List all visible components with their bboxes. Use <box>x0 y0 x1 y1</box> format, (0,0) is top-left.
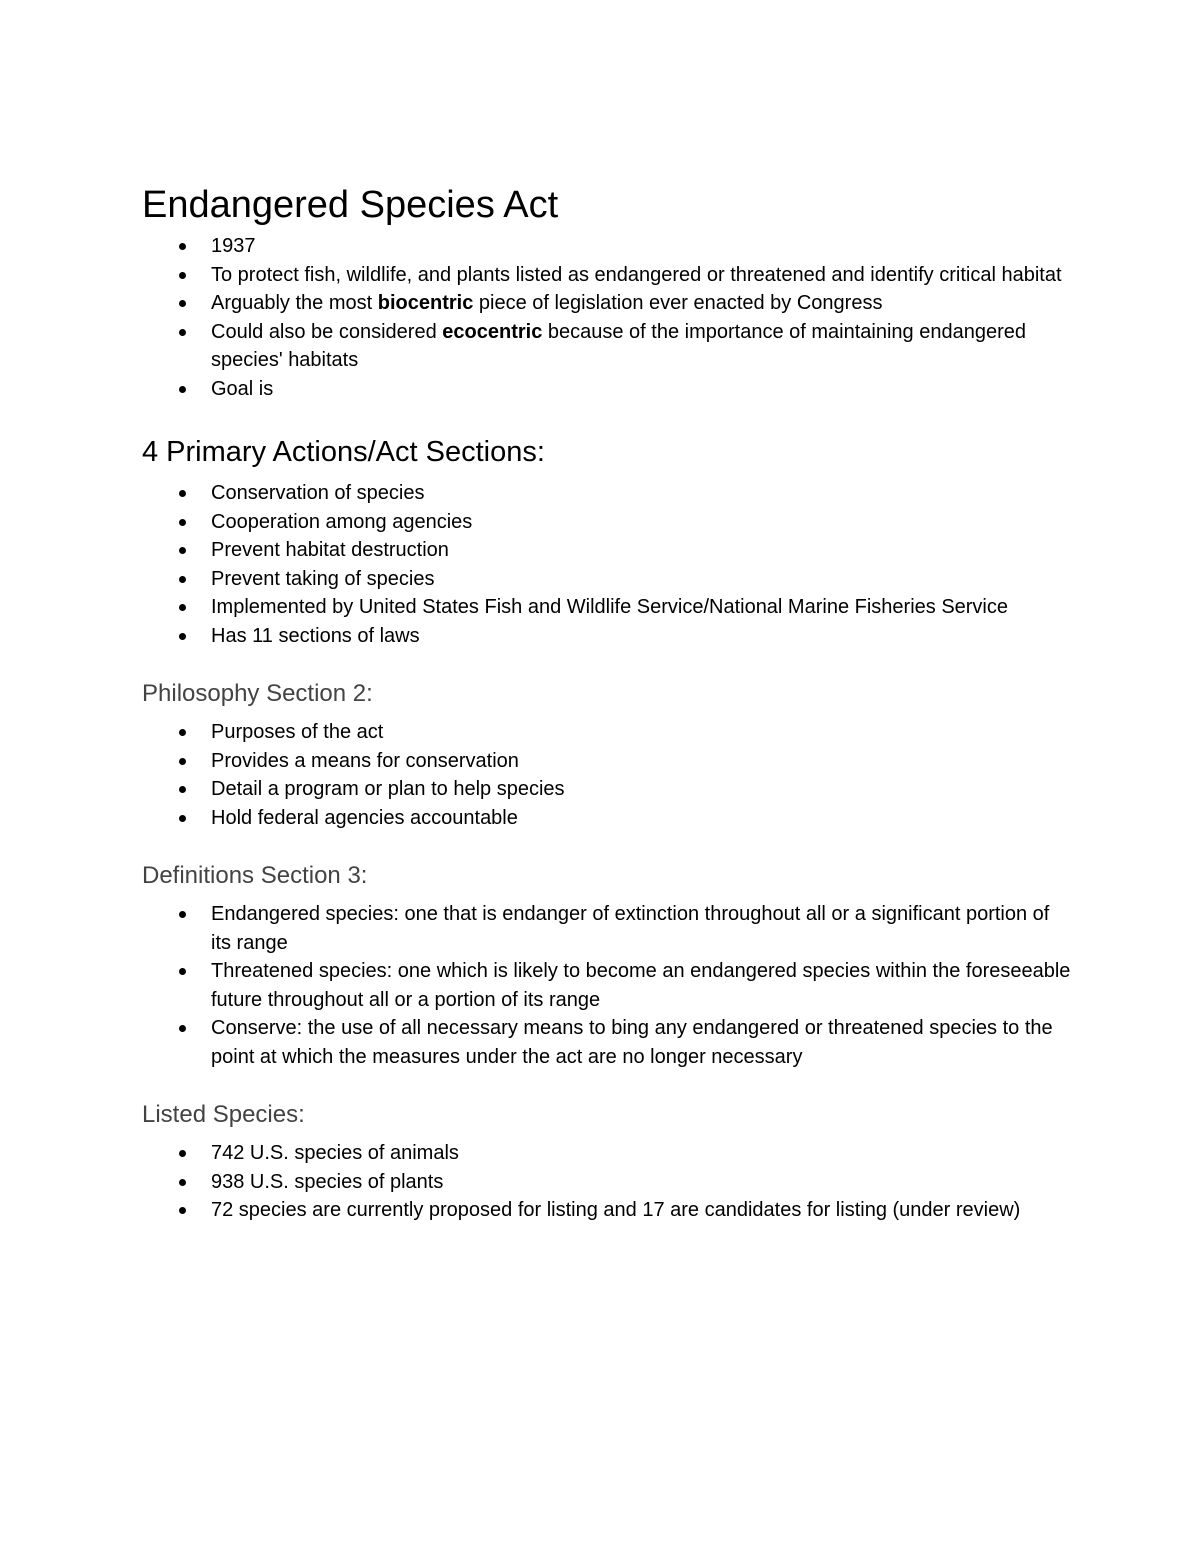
list-item <box>142 232 1072 261</box>
bullet-icon <box>179 815 186 822</box>
actions-list <box>142 479 1072 650</box>
list-item-text: To protect fish, wildlife, and plants listed as endangered or threatened and identify critical habitat <box>211 263 1062 286</box>
philosophy-list <box>142 718 1072 832</box>
definitions-list <box>142 900 1072 1071</box>
list-item-text-after: piece of legislation ever enacted by Congress <box>473 292 883 314</box>
document-title: Endangered Species Act <box>142 184 559 226</box>
list-item <box>142 261 1072 290</box>
list-item <box>142 375 1072 404</box>
list-item-text-before: Could also be considered <box>211 320 443 343</box>
listed-species-heading: Listed Species: <box>142 1101 305 1128</box>
list-item <box>142 565 1072 594</box>
bullet-icon <box>179 272 186 279</box>
list-item-text: Threatened species: one which is likely to become an endangered species within the foreseeable future throughout all or a portion of its range <box>211 960 1071 1011</box>
list-item <box>142 593 1072 622</box>
list-item <box>142 718 1072 747</box>
list-item <box>142 318 1072 375</box>
bullet-icon <box>179 729 186 736</box>
list-item <box>142 1139 1072 1168</box>
bullet-icon <box>179 519 186 526</box>
list-item-text: 1937 <box>211 235 256 257</box>
bullet-icon <box>179 968 186 975</box>
list-item-text: Has 11 sections of laws <box>211 624 420 647</box>
list-item-text: Hold federal agencies accountable <box>211 806 518 829</box>
list-item-text-before: Arguably the most <box>211 292 378 314</box>
list-item <box>142 1168 1072 1197</box>
list-item <box>142 775 1072 804</box>
list-item <box>142 1014 1072 1071</box>
bullet-icon <box>179 490 186 497</box>
document-page <box>142 180 1072 1225</box>
bullet-icon <box>179 576 186 583</box>
listed-species-list <box>142 1139 1072 1225</box>
bold-term: biocentric <box>377 292 474 314</box>
list-item-text: Endangered species: one that is endanger of extinction throughout all or a significant portion of its range <box>211 903 1050 954</box>
list-item-text: 72 species are currently proposed for listing and 17 are candidates for listing (under review) <box>211 1199 1021 1221</box>
list-item-text: Implemented by United States Fish and Wildlife Service/National Marine Fisheries Service <box>211 596 1009 618</box>
list-item <box>142 536 1072 565</box>
bullet-icon <box>179 329 186 336</box>
philosophy-heading: Philosophy Section 2: <box>142 680 373 707</box>
bullet-icon <box>179 386 186 393</box>
list-item <box>142 622 1072 651</box>
bold-term: ecocentric <box>442 320 543 343</box>
list-item <box>142 747 1072 776</box>
list-item <box>142 479 1072 508</box>
list-item-text: Purposes of the act <box>211 721 384 743</box>
list-item <box>142 508 1072 537</box>
bullet-icon <box>179 243 186 250</box>
bullet-icon <box>179 1025 186 1032</box>
list-item <box>142 900 1072 957</box>
list-item-text-after: because of the importance of maintaining endangered species' habitats <box>211 320 1026 371</box>
list-item-text: Conserve: the use of all necessary means to bing any endangered or threatened species to the point at which the measures under the act are no longer necessary <box>211 1017 1053 1068</box>
list-item-text: Conservation of species <box>211 482 425 504</box>
list-item-text: Detail a program or plan to help species <box>211 778 565 800</box>
list-item <box>142 957 1072 1014</box>
list-item <box>142 804 1072 833</box>
bullet-icon <box>179 1150 186 1157</box>
bullet-icon <box>179 547 186 554</box>
actions-heading: 4 Primary Actions/Act Sections: <box>142 436 545 468</box>
list-item-text: Cooperation among agencies <box>211 510 473 533</box>
list-item-text: 938 U.S. species of plants <box>211 1170 444 1193</box>
bullet-icon <box>179 300 186 307</box>
bullet-icon <box>179 1207 186 1214</box>
bullet-icon <box>179 758 186 765</box>
bullet-icon <box>179 911 186 918</box>
intro-list <box>142 232 1072 403</box>
list-item <box>142 1196 1072 1225</box>
list-item-text: 742 U.S. species of animals <box>211 1142 459 1164</box>
list-item-text: Goal is <box>211 377 274 400</box>
bullet-icon <box>179 1179 186 1186</box>
bullet-icon <box>179 633 186 640</box>
list-item <box>142 289 1072 318</box>
bullet-icon <box>179 604 186 611</box>
list-item-text: Provides a means for conservation <box>211 749 519 772</box>
list-item-text: Prevent habitat destruction <box>211 539 449 561</box>
definitions-heading: Definitions Section 3: <box>142 862 368 889</box>
list-item-text: Prevent taking of species <box>211 567 435 590</box>
bullet-icon <box>179 786 186 793</box>
